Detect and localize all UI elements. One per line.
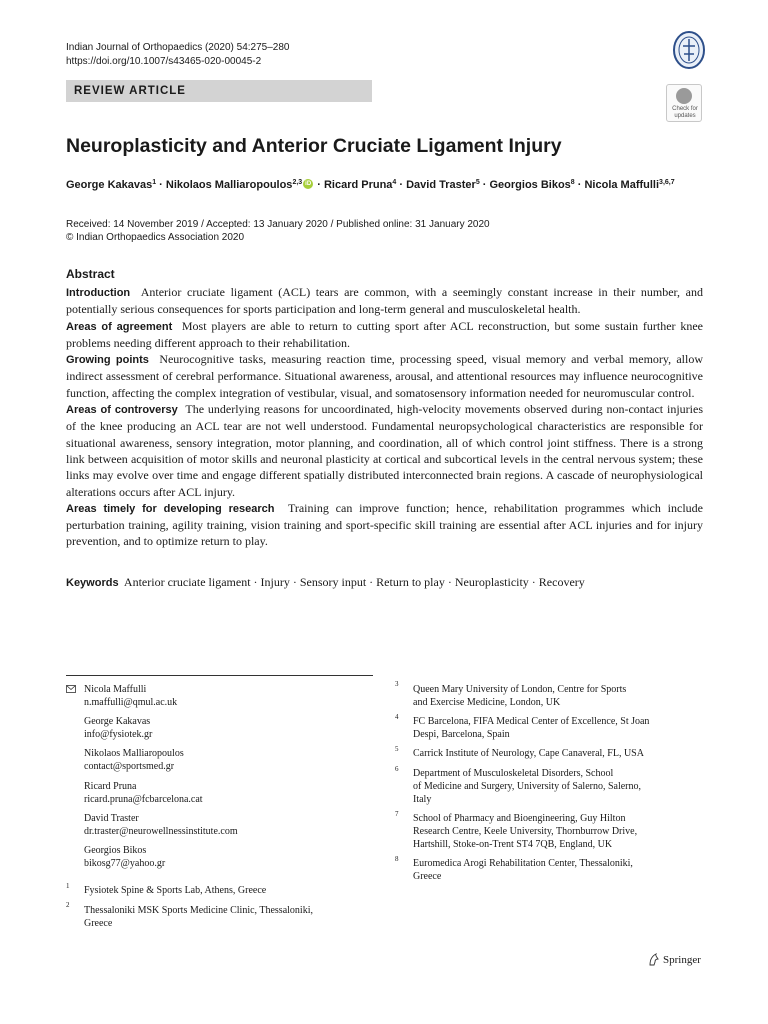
abstract-section xyxy=(66,500,703,550)
article-title: Neuroplasticity and Anterior Cruciate Ligament Injury xyxy=(66,135,562,157)
author-name[interactable]: George Kakavas xyxy=(66,179,153,191)
check-for-updates-button[interactable] xyxy=(666,84,702,122)
abstract-section-text: Anterior cruciate ligament (ACL) tears are common, with a seemingly constant increase in their number, and potentially serious consequences for sports participation and long-term general and musculoskeletal health. xyxy=(66,285,703,317)
contact-email[interactable]: dr.traster@neurowellnessinstitute.com xyxy=(84,826,238,837)
affiliation-number: 4 xyxy=(395,713,399,721)
contact-name: David Traster xyxy=(84,813,139,824)
affiliation-line: Thessaloniki MSK Sports Medicine Clinic, Thessaloniki, xyxy=(84,905,313,916)
abstract-section-text: Training can improve function; hence, rehabilitation programmes which include perturbation training, agility training, vision training and sport-specific skill training are essential after ACL injuries and for injury prevention, and to optimize return to play. xyxy=(66,500,703,549)
contact-email[interactable]: n.maffulli@qmul.ac.uk xyxy=(84,697,178,708)
author-affiliation-ref: 5 xyxy=(475,179,480,186)
abstract-heading: Abstract xyxy=(66,267,115,281)
footnote-divider xyxy=(66,675,373,676)
affiliation-text xyxy=(413,747,644,760)
affiliation-number: 3 xyxy=(395,680,399,688)
doi-link[interactable]: https://doi.org/10.1007/s43465-020-00045-2 xyxy=(66,56,262,67)
author-name[interactable]: Georgios Bikos xyxy=(489,179,571,191)
contact-entry xyxy=(84,715,152,741)
abstract-section-label: Areas of agreement xyxy=(66,320,173,333)
affiliation-text xyxy=(413,857,633,883)
author-affiliation-ref: 3,6,7 xyxy=(659,179,675,186)
copyright-notice: © Indian Orthopaedics Association 2020 xyxy=(66,232,245,243)
contact-name: George Kakavas xyxy=(84,716,151,727)
publisher-name: Springer xyxy=(663,954,701,966)
journal-citation: Indian Journal of Orthopaedics (2020) 54:275–280 xyxy=(66,42,290,53)
contact-entry xyxy=(84,812,238,838)
contact-entry xyxy=(84,747,184,773)
contact-entry xyxy=(84,780,203,806)
contact-entry xyxy=(84,683,177,709)
abstract-section-text: Most players are able to return to cutting sport after ACL reconstruction, but some sustain further knee problems needing different approach to their rehabilitation. xyxy=(66,318,703,350)
publication-dates: Received: 14 November 2019 / Accepted: 13 January 2020 / Published online: 31 January 2020 xyxy=(66,219,490,230)
abstract-section xyxy=(66,318,703,352)
affiliation-text xyxy=(84,884,266,897)
affiliation-line: and Exercise Medicine, London, UK xyxy=(413,697,561,708)
affiliation-number: 7 xyxy=(395,810,399,818)
author-list: George Kakavas$^1$ · Nikolaos Malliaropoulos$^{2,3}$ iD · Ricard Pruna$^4$ · David Traster$^5$ · Georgios Bikos$^8$ · Nicola Maffulli$^{3,6,7}$ xyxy=(66,179,675,191)
abstract-body xyxy=(66,284,703,550)
affiliation-line: of Medicine and Surgery, University of Salerno, Salerno, xyxy=(413,781,642,792)
author-affiliation-ref: 2,3 xyxy=(292,179,303,186)
affiliation-line: Fysiotek Spine & Sports Lab, Athens, Greece xyxy=(84,885,267,896)
abstract-section-label: Growing points xyxy=(66,354,149,367)
affiliation-number: 8 xyxy=(395,855,399,863)
abstract-section-label: Areas of controversy xyxy=(66,404,178,417)
springer-horse-icon xyxy=(648,953,660,966)
contact-email[interactable]: info@fysiotek.gr xyxy=(84,729,153,740)
check-updates-icon xyxy=(676,88,692,104)
author-name[interactable]: Nicola Maffulli xyxy=(584,179,660,191)
affiliation-text xyxy=(413,812,637,851)
affiliation-number: 6 xyxy=(395,765,399,773)
abstract-section-label: Introduction xyxy=(66,287,131,299)
contact-name: Nikolaos Malliaropoulos xyxy=(84,748,184,759)
contact-name: Georgios Bikos xyxy=(84,845,147,856)
abstract-section-label: Areas timely for developing research xyxy=(66,502,275,515)
affiliation-line: Despi, Barcelona, Spain xyxy=(413,729,510,740)
affiliation-text xyxy=(413,767,641,806)
author-affiliation-ref: 8 xyxy=(570,179,575,186)
keywords-line xyxy=(66,574,703,591)
abstract-section-text: The underlying reasons for uncoordinated, high-velocity movements observed during non-contact injuries of the knee producing an ACL tear are not well understood. Fundamental neuropsychological characteristics are responsible for situational awareness, sensory integration, motor planning, and coordination, all of which control joint stiffness. There is a strong link between acquisition of motor skills and neuronal plasticity at cortical and subcortical levels in the central nervous system; these links may evolve over time and engage different spatially distributed interconnected brain regions. A cascade of neurophysiological alterations occurs after ACL injury. xyxy=(66,402,703,499)
affiliation-text xyxy=(84,904,313,930)
affiliation-line: Euromedica Arogi Rehabilitation Center, Thessaloniki, xyxy=(413,858,633,869)
affiliation-line: School of Pharmacy and Bioengineering, Guy Hilton xyxy=(413,813,626,824)
check-updates-label: Check for updates xyxy=(672,106,698,119)
author-affiliation-ref: 4 xyxy=(392,179,397,186)
author-affiliation-ref: 1 xyxy=(152,179,157,186)
affiliation-number: 1 xyxy=(66,882,70,890)
author-name[interactable]: Nikolaos Malliaropoulos xyxy=(165,179,293,191)
affiliation-text xyxy=(413,715,649,741)
affiliation-number: 2 xyxy=(66,901,70,909)
keywords-text: Anterior cruciate ligament · Injury · Sensory input · Return to play · Neuroplasticity · Recovery xyxy=(123,575,585,589)
affiliation-line: Queen Mary University of London, Centre for Sports xyxy=(413,684,627,695)
contact-email[interactable]: contact@sportsmed.gr xyxy=(84,761,175,772)
contact-email[interactable]: bikosg77@yahoo.gr xyxy=(84,858,166,869)
society-logo-icon xyxy=(672,30,706,70)
contact-name: Nicola Maffulli xyxy=(84,684,147,695)
abstract-section xyxy=(66,351,703,401)
affiliation-line: Greece xyxy=(413,871,442,882)
author-name[interactable]: David Traster xyxy=(406,179,476,191)
affiliation-line: Hartshill, Stoke-on-Trent ST4 7QB, England, UK xyxy=(413,839,613,850)
affiliation-line: Italy xyxy=(413,794,432,805)
envelope-icon xyxy=(66,685,76,693)
affiliation-number: 5 xyxy=(395,745,399,753)
affiliation-text xyxy=(413,683,626,709)
abstract-section xyxy=(66,401,703,500)
contact-entry xyxy=(84,844,165,870)
orcid-icon[interactable]: iD xyxy=(305,181,312,187)
affiliation-line: Carrick Institute of Neurology, Cape Canaveral, FL, USA xyxy=(413,748,644,759)
abstract-section xyxy=(66,284,703,318)
affiliation-line: Department of Musculoskeletal Disorders, School xyxy=(413,768,614,779)
article-type-label: REVIEW ARTICLE xyxy=(74,85,186,97)
affiliation-line: Greece xyxy=(84,918,113,929)
keywords-label: Keywords xyxy=(66,577,119,589)
author-name[interactable]: Ricard Pruna xyxy=(323,179,393,191)
contact-name: Ricard Pruna xyxy=(84,781,137,792)
affiliation-line: Research Centre, Keele University, Thornburrow Drive, xyxy=(413,826,638,837)
affiliation-line: FC Barcelona, FIFA Medical Center of Excellence, St Joan xyxy=(413,716,650,727)
contact-email[interactable]: ricard.pruna@fcbarcelona.cat xyxy=(84,794,203,805)
abstract-section-text: Neurocognitive tasks, measuring reaction time, processing speed, visual memory and verbal memory, allow indirect assessment of cerebral performance. Situational awareness, arousal, and attentional resources may influence neurocognitive function, affecting the complex integration of vestibular, visual, and somatosensory information needed for neuromuscular control. xyxy=(66,352,703,400)
